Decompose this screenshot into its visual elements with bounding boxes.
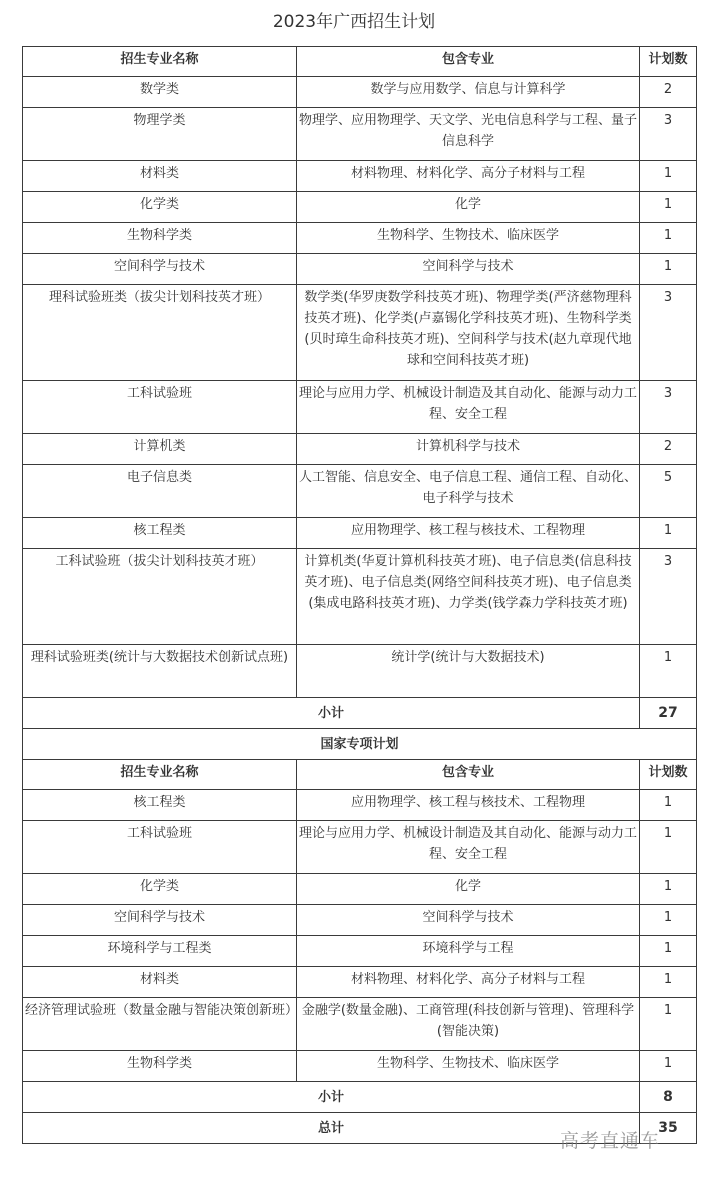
table-row bbox=[23, 998, 697, 1051]
table-row bbox=[23, 161, 697, 192]
plan-count: 1 bbox=[640, 936, 697, 967]
table-row bbox=[23, 465, 697, 518]
admission-plan-table bbox=[22, 46, 697, 1144]
program-name: 工科试验班 bbox=[23, 381, 297, 434]
table-row bbox=[23, 790, 697, 821]
program-name: 生物科学类 bbox=[23, 1051, 297, 1082]
included-majors: 化学 bbox=[297, 874, 640, 905]
included-majors: 应用物理学、核工程与核技术、工程物理 bbox=[297, 790, 640, 821]
subtotal-row-2-value: 8 bbox=[640, 1082, 697, 1113]
program-name: 理科试验班类(统计与大数据技术创新试点班) bbox=[23, 645, 297, 698]
included-majors: 理论与应用力学、机械设计制造及其自动化、能源与动力工程、安全工程 bbox=[297, 381, 640, 434]
table-row bbox=[23, 1051, 697, 1082]
table-header-row bbox=[23, 760, 697, 790]
plan-count: 1 bbox=[640, 192, 697, 223]
plan-count: 2 bbox=[640, 77, 697, 108]
plan-count: 3 bbox=[640, 108, 697, 161]
included-majors: 计算机科学与技术 bbox=[297, 434, 640, 465]
included-majors: 空间科学与技术 bbox=[297, 905, 640, 936]
included-majors: 材料物理、材料化学、高分子材料与工程 bbox=[297, 161, 640, 192]
plan-count: 1 bbox=[640, 821, 697, 874]
table-row bbox=[23, 874, 697, 905]
table-header-row bbox=[23, 47, 697, 77]
plan-count: 3 bbox=[640, 285, 697, 381]
subtotal-row bbox=[23, 698, 697, 729]
table-row bbox=[23, 381, 697, 434]
plan-count: 1 bbox=[640, 254, 697, 285]
included-majors: 物理学、应用物理学、天文学、光电信息科学与工程、量子信息科学 bbox=[297, 108, 640, 161]
header-name: 招生专业名称 bbox=[23, 760, 297, 790]
program-name: 材料类 bbox=[23, 967, 297, 998]
plan-count: 1 bbox=[640, 518, 697, 549]
total-row-value: 35 bbox=[640, 1113, 697, 1144]
plan-count: 3 bbox=[640, 549, 697, 645]
header-name: 招生专业名称 bbox=[23, 47, 297, 77]
program-name: 电子信息类 bbox=[23, 465, 297, 518]
included-majors: 应用物理学、核工程与核技术、工程物理 bbox=[297, 518, 640, 549]
table-row bbox=[23, 434, 697, 465]
plan-count: 1 bbox=[640, 998, 697, 1051]
program-name: 空间科学与技术 bbox=[23, 254, 297, 285]
included-majors: 空间科学与技术 bbox=[297, 254, 640, 285]
program-name: 理科试验班类（拔尖计划科技英才班） bbox=[23, 285, 297, 381]
included-majors: 材料物理、材料化学、高分子材料与工程 bbox=[297, 967, 640, 998]
plan-count: 3 bbox=[640, 381, 697, 434]
header-majors: 包含专业 bbox=[297, 47, 640, 77]
included-majors: 环境科学与工程 bbox=[297, 936, 640, 967]
table-row bbox=[23, 905, 697, 936]
watermark-logo: 高考直通车 bbox=[560, 1130, 661, 1152]
page-title: 2023年广西招生计划 bbox=[272, 12, 436, 32]
table-row bbox=[23, 223, 697, 254]
program-name: 核工程类 bbox=[23, 790, 297, 821]
program-name: 经济管理试验班（数量金融与智能决策创新班） bbox=[23, 998, 297, 1051]
included-majors: 生物科学、生物技术、临床医学 bbox=[297, 223, 640, 254]
program-name: 计算机类 bbox=[23, 434, 297, 465]
program-name: 数学类 bbox=[23, 77, 297, 108]
plan-count: 1 bbox=[640, 1051, 697, 1082]
header-majors: 包含专业 bbox=[297, 760, 640, 790]
plan-count: 1 bbox=[640, 645, 697, 698]
plan-count: 1 bbox=[640, 790, 697, 821]
included-majors: 数学与应用数学、信息与计算科学 bbox=[297, 77, 640, 108]
program-name: 生物科学类 bbox=[23, 223, 297, 254]
program-name: 化学类 bbox=[23, 874, 297, 905]
plan-count: 1 bbox=[640, 905, 697, 936]
plan-count: 2 bbox=[640, 434, 697, 465]
program-name: 化学类 bbox=[23, 192, 297, 223]
table-row bbox=[23, 936, 697, 967]
subtotal-row-value: 27 bbox=[640, 698, 697, 729]
table-row bbox=[23, 285, 697, 381]
included-majors: 统计学(统计与大数据技术) bbox=[297, 645, 640, 698]
table-row bbox=[23, 821, 697, 874]
program-name: 物理学类 bbox=[23, 108, 297, 161]
included-majors: 金融学(数量金融)、工商管理(科技创新与管理)、管理科学(智能决策) bbox=[297, 998, 640, 1051]
included-majors: 理论与应用力学、机械设计制造及其自动化、能源与动力工程、安全工程 bbox=[297, 821, 640, 874]
included-majors: 生物科学、生物技术、临床医学 bbox=[297, 1051, 640, 1082]
program-name: 工科试验班 bbox=[23, 821, 297, 874]
header-count: 计划数 bbox=[640, 760, 697, 790]
plan-count: 1 bbox=[640, 874, 697, 905]
included-majors: 数学类(华罗庚数学科技英才班)、物理学类(严济慈物理科技英才班)、化学类(卢嘉锡化学科技英才班)、生物科学类(贝时璋生命科技英才班)、空间科学与技术(赵九章现代地球和空间科技英才班) bbox=[297, 285, 640, 381]
table-row bbox=[23, 192, 697, 223]
included-majors: 人工智能、信息安全、电子信息工程、通信工程、自动化、电子科学与技术 bbox=[297, 465, 640, 518]
table-row bbox=[23, 77, 697, 108]
plan-count: 1 bbox=[640, 161, 697, 192]
included-majors: 化学 bbox=[297, 192, 640, 223]
total-row-label: 总计 bbox=[23, 1113, 640, 1144]
plan-count: 1 bbox=[640, 967, 697, 998]
program-name: 核工程类 bbox=[23, 518, 297, 549]
table-row bbox=[23, 645, 697, 698]
included-majors: 计算机类(华夏计算机科技英才班)、电子信息类(信息科技英才班)、电子信息类(网络空间科技英才班)、电子信息类(集成电路科技英才班)、力学类(钱学森力学科技英才班) bbox=[297, 549, 640, 645]
table-row bbox=[23, 108, 697, 161]
program-name: 空间科学与技术 bbox=[23, 905, 297, 936]
program-name: 材料类 bbox=[23, 161, 297, 192]
subtotal-row-label: 小计 bbox=[23, 698, 640, 729]
table-row bbox=[23, 518, 697, 549]
table-row bbox=[23, 549, 697, 645]
plan-count: 5 bbox=[640, 465, 697, 518]
program-name: 环境科学与工程类 bbox=[23, 936, 297, 967]
header-count: 计划数 bbox=[640, 47, 697, 77]
section-title-row bbox=[23, 729, 697, 760]
table-row bbox=[23, 967, 697, 998]
subtotal-row-2-label: 小计 bbox=[23, 1082, 640, 1113]
table-row bbox=[23, 254, 697, 285]
section-title: 国家专项计划 bbox=[23, 729, 697, 760]
program-name: 工科试验班（拔尖计划科技英才班） bbox=[23, 549, 297, 645]
plan-count: 1 bbox=[640, 223, 697, 254]
subtotal-row-2 bbox=[23, 1082, 697, 1113]
